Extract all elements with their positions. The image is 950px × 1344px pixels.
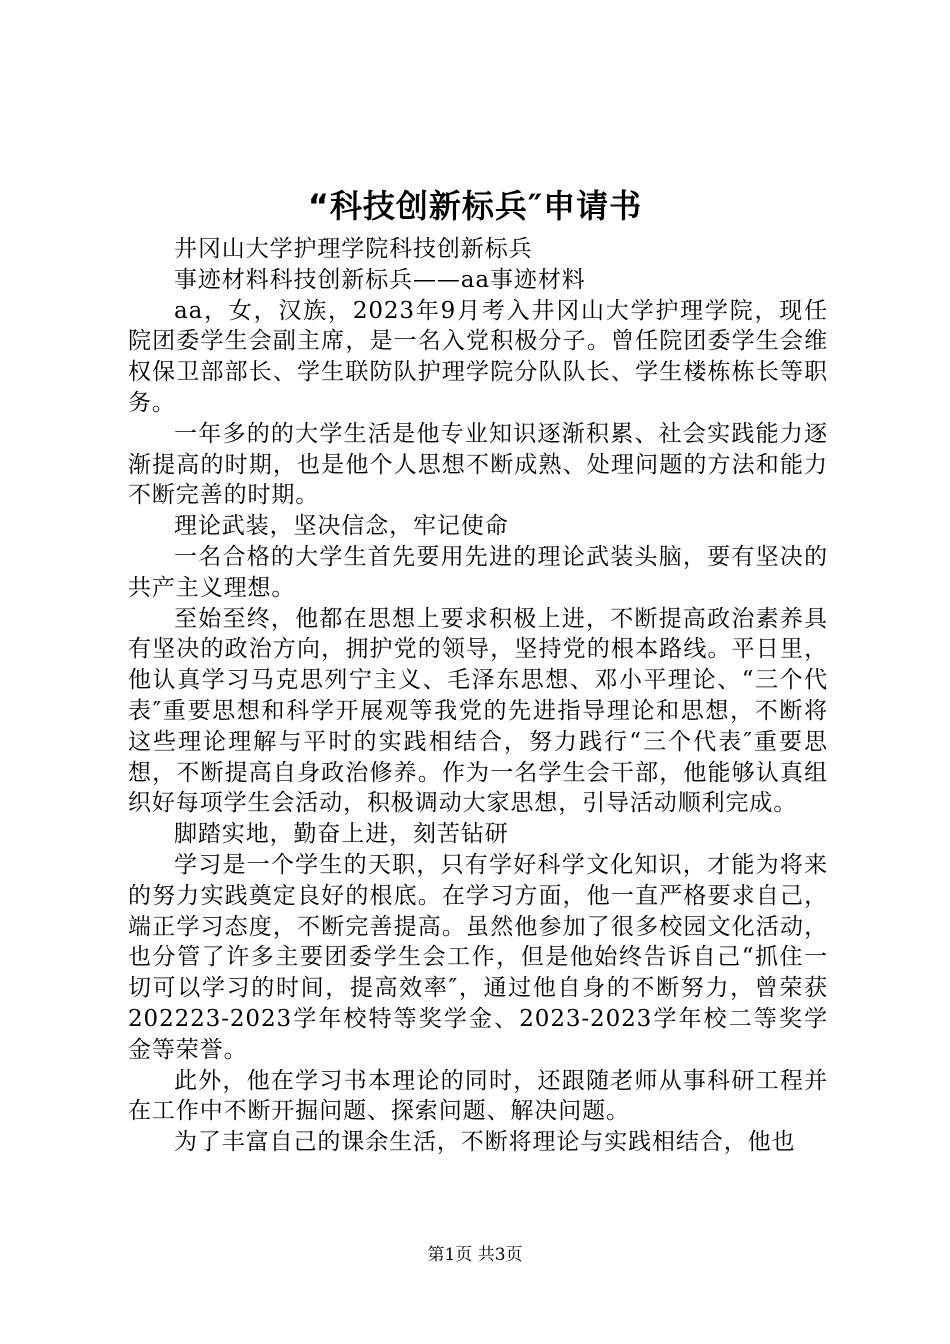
body-paragraph: 一年多的的大学生活是他专业知识逐渐积累、社会实践能力逐渐提高的时期，也是他个人思想不断成熟、处理问题的方法和能力不断完善的时期。 [128,420,828,509]
body-paragraph: 一名合格的大学生首先要用先进的理论武装头脑，要有坚决的共产主义理想。 [128,543,828,601]
body-paragraph: 此外，他在学习书本理论的同时，还跟随老师从事科研工程并在工作中不断开掘问题、探索问题、解决问题。 [128,1067,828,1125]
page-number-footer: 第1页 共3页 [427,1245,523,1265]
document-body [128,234,828,1158]
body-paragraph: 为了丰富自己的课余生活，不断将理论与实践相结合，他也 [174,1129,796,1156]
body-paragraph: 至始至终，他都在思想上要求积极上进，不断提高政治素养具有坚决的政治方向，拥护党的领导，坚持党的根本路线。平日里，他认真学习马克思列宁主义、毛泽东思想、邓小平理论、“三个代表″重要思想和科学开展观等我党的先进指导理论和思想，不断将这些理论理解与平时的实践相结合，努力践行“三个代表″重要思想，不断提高自身政治修养。作为一名学生会干部，他能够认真组织好每项学生会活动，积极调动大家思想，引导活动顺利完成。 [128,605,828,817]
body-paragraph: aa，女，汉族，2023年9月考入井冈山大学护理学院，现任院团委学生会副主席，是一名入党积极分子。曾任院团委学生会维权保卫部部长、学生联防队护理学院分队队长、学生楼栋栋长等职务。 [128,297,828,416]
document-title: “科技创新标兵″申请书 [307,187,643,225]
section-heading: 理论武装，坚决信念，牢记使命 [174,513,509,540]
body-paragraph: 井冈山大学护理学院科技创新标兵 [174,236,533,262]
body-paragraph: 学习是一个学生的天职，只有学好科学文化知识，才能为将来的努力实践奠定良好的根底。在学习方面，他一直严格要求自己，端正学习态度，不断完善提高。虽然他参加了很多校园文化活动，也分管了许多主要团委学生会工作，但是他始终告诉自己“抓住一切可以学习的时间，提高效率″，通过他自身的不断努力，曾荣获202223-2023学年校特等奖学金、2023-2023学年校二等奖学金等荣誉。 [128,851,828,1063]
body-paragraph: 事迹材料科技创新标兵——aa事迹材料 [174,266,586,293]
section-heading: 脚踏实地，勤奋上进，刻苦钻研 [174,821,509,848]
